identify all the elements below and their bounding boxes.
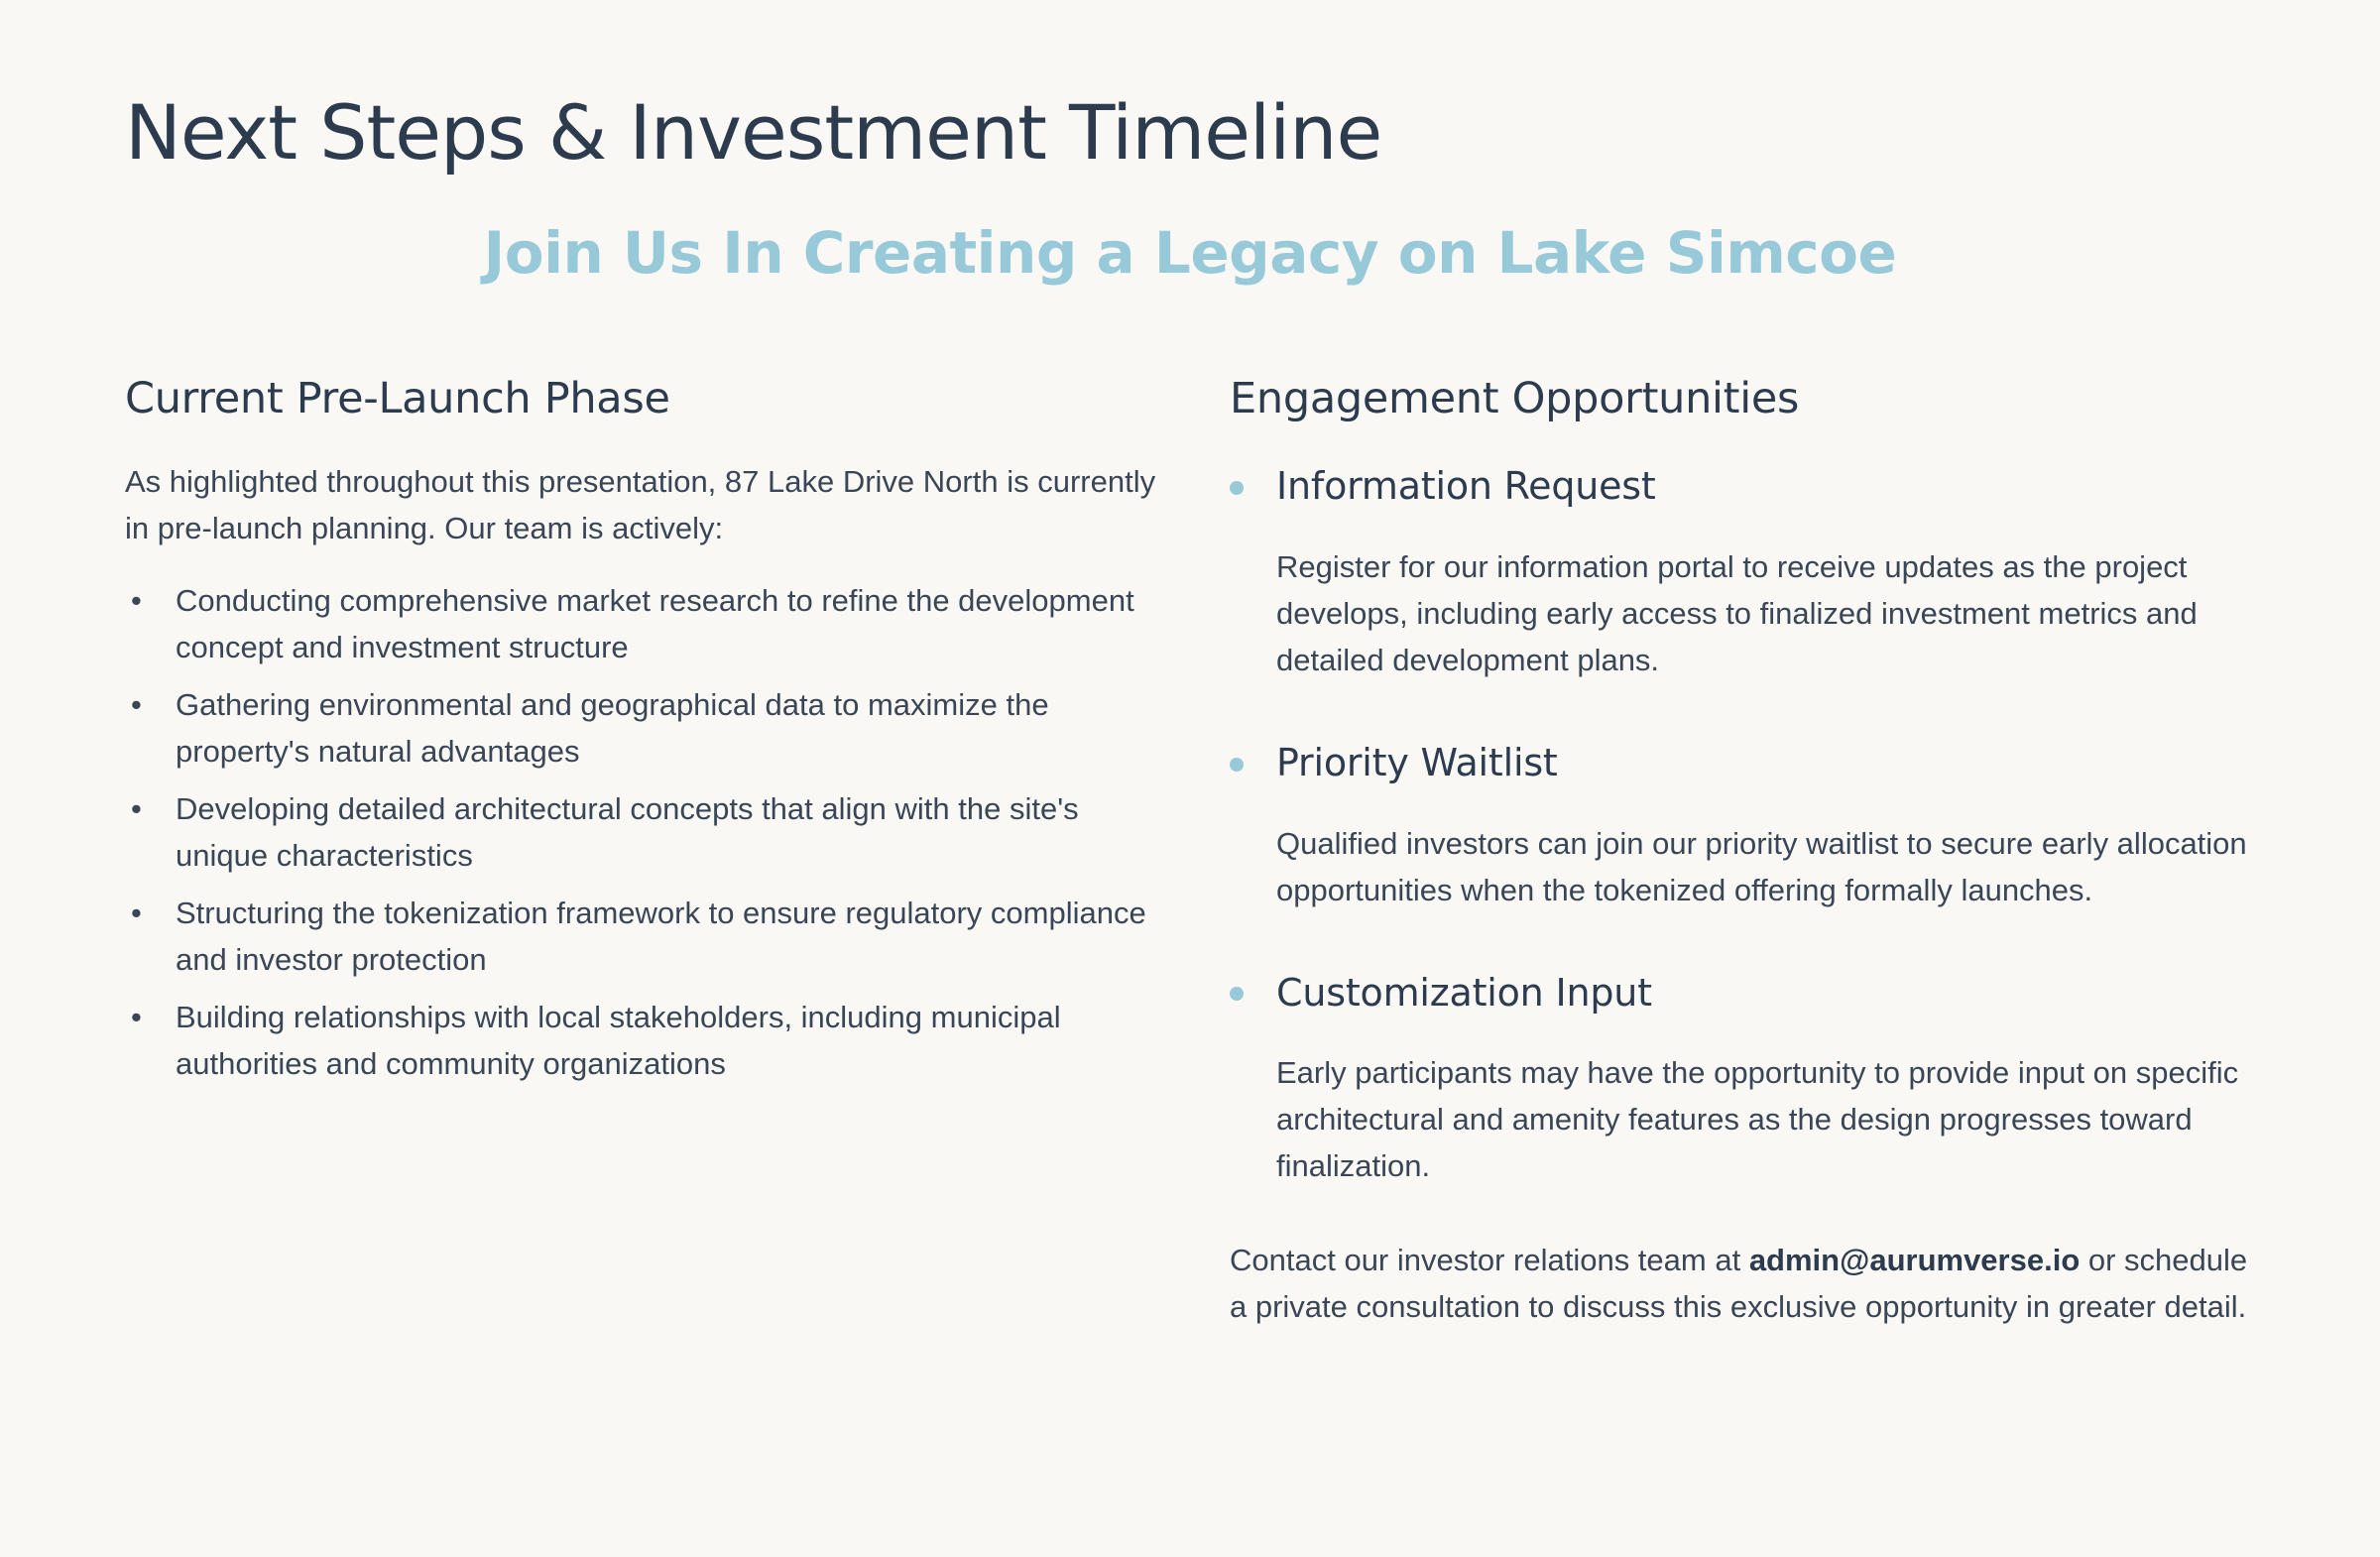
list-item-text: Gathering environmental and geographical data to maximize the property's natural advantages: [176, 687, 1049, 770]
list-item-text: Conducting comprehensive market research to refine the development concept and investment structure: [176, 583, 1134, 665]
opportunity-description: Early participants may have the opportunity to provide input on specific architectural and amenity features as the design progresses toward finalization.: [1276, 1055, 2239, 1184]
opportunity-priority-waitlist: [1230, 741, 2255, 913]
bullet-icon: •: [131, 687, 142, 723]
list-item-text: Developing detailed architectural concepts that align with the site's unique characteristics: [176, 791, 1079, 874]
bullet-icon: •: [131, 1000, 142, 1035]
bullet-icon: •: [131, 791, 142, 827]
engagement-heading: Engagement Opportunities: [1230, 373, 1800, 423]
list-item: [125, 994, 1156, 1087]
bullet-dot-icon: [1230, 481, 1244, 495]
contact-prefix: Contact our investor relations team at: [1230, 1243, 1749, 1278]
list-item: [125, 785, 1156, 879]
contact-suffix: or schedule a private consultation to discuss this exclusive opportunity in greater detail.: [1230, 1243, 2248, 1325]
pre-launch-intro: As highlighted throughout this presentation, 87 Lake Drive North is currently in pre-launch planning. Our team is actively:: [125, 464, 1156, 546]
opportunity-title: Customization Input: [1276, 970, 1652, 1015]
content-columns: [125, 374, 2255, 1330]
opportunity-title: Priority Waitlist: [1276, 740, 1558, 784]
contact-email[interactable]: admin@aurumverse.io: [1748, 1243, 2081, 1278]
list-item-text: Building relationships with local stakeholders, including municipal authorities and community organizations: [176, 1000, 1061, 1082]
page-subtitle: Join Us In Creating a Legacy on Lake Simcoe: [483, 219, 1897, 288]
opportunity-information-request: [1230, 464, 2255, 683]
opportunity-header: [1230, 464, 2255, 510]
contact-paragraph: [1230, 1237, 2255, 1330]
bullet-dot-icon: [1230, 987, 1244, 1001]
opportunity-header: [1230, 741, 2255, 786]
list-item: [125, 681, 1156, 775]
opportunity-header: [1230, 971, 2255, 1017]
opportunity-title: Information Request: [1276, 464, 1656, 509]
opportunity-description: Register for our information portal to receive updates as the project develops, including early access to finalized investment metrics and detailed development plans.: [1276, 548, 2198, 677]
list-item: [125, 577, 1156, 670]
list-item: [125, 890, 1156, 983]
pre-launch-column: [125, 374, 1156, 1330]
list-item-text: Structuring the tokenization framework to ensure regulatory compliance and investor protection: [176, 896, 1146, 978]
pre-launch-heading: Current Pre-Launch Phase: [125, 373, 670, 423]
opportunity-customization-input: [1230, 971, 2255, 1190]
bullet-dot-icon: [1230, 758, 1244, 772]
opportunity-description: Qualified investors can join our priority waitlist to secure early allocation opportunities when the tokenized offering formally launches.: [1276, 825, 2247, 907]
page-title: Next Steps & Investment Timeline: [125, 88, 1382, 177]
bullet-icon: •: [131, 583, 142, 619]
bullet-icon: •: [131, 896, 142, 931]
activity-list: [125, 577, 1156, 1087]
engagement-column: [1230, 374, 2255, 1330]
